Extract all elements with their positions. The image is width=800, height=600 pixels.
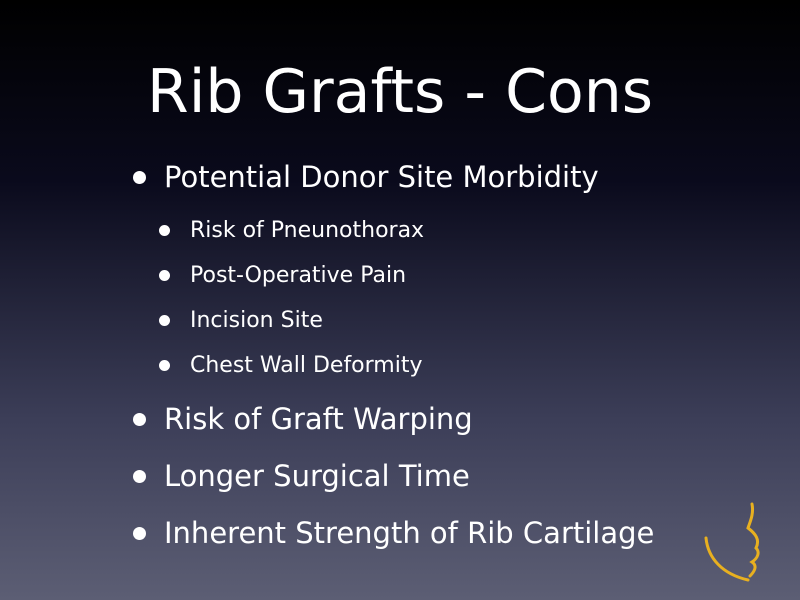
slide-title: Rib Grafts - Cons	[147, 57, 653, 127]
sub-bullet-text: Post-Operative Pain	[190, 262, 407, 288]
bullet-dot-icon	[133, 470, 146, 483]
sub-bullet-text: Chest Wall Deformity	[190, 352, 423, 378]
sub-bullet-item	[159, 259, 406, 291]
bullet-text: Longer Surgical Time	[164, 459, 470, 493]
bullet-dot-icon	[159, 270, 170, 281]
bullet-dot-icon	[133, 171, 146, 184]
bullet-item	[133, 513, 654, 553]
sub-bullet-item	[159, 214, 424, 246]
sub-bullet-item	[159, 349, 423, 381]
bullet-item	[133, 157, 599, 197]
sub-bullet-text: Incision Site	[190, 307, 323, 333]
bullet-dot-icon	[159, 360, 170, 371]
sub-bullet-text: Risk of Pneunothorax	[190, 217, 425, 243]
bullet-dot-icon	[159, 225, 170, 236]
bullet-item	[133, 456, 470, 496]
bullet-dot-icon	[133, 527, 146, 540]
face-profile-logo-icon	[700, 500, 770, 585]
bullet-text: Potential Donor Site Morbidity	[164, 160, 599, 194]
logo-profile-stroke	[748, 504, 758, 576]
logo-jaw-stroke	[706, 538, 748, 580]
bullet-dot-icon	[133, 413, 146, 426]
bullet-text: Risk of Graft Warping	[164, 402, 473, 436]
bullet-item	[133, 399, 473, 439]
bullet-dot-icon	[159, 315, 170, 326]
sub-bullet-item	[159, 304, 323, 336]
bullet-text: Inherent Strength of Rib Cartilage	[164, 516, 655, 550]
